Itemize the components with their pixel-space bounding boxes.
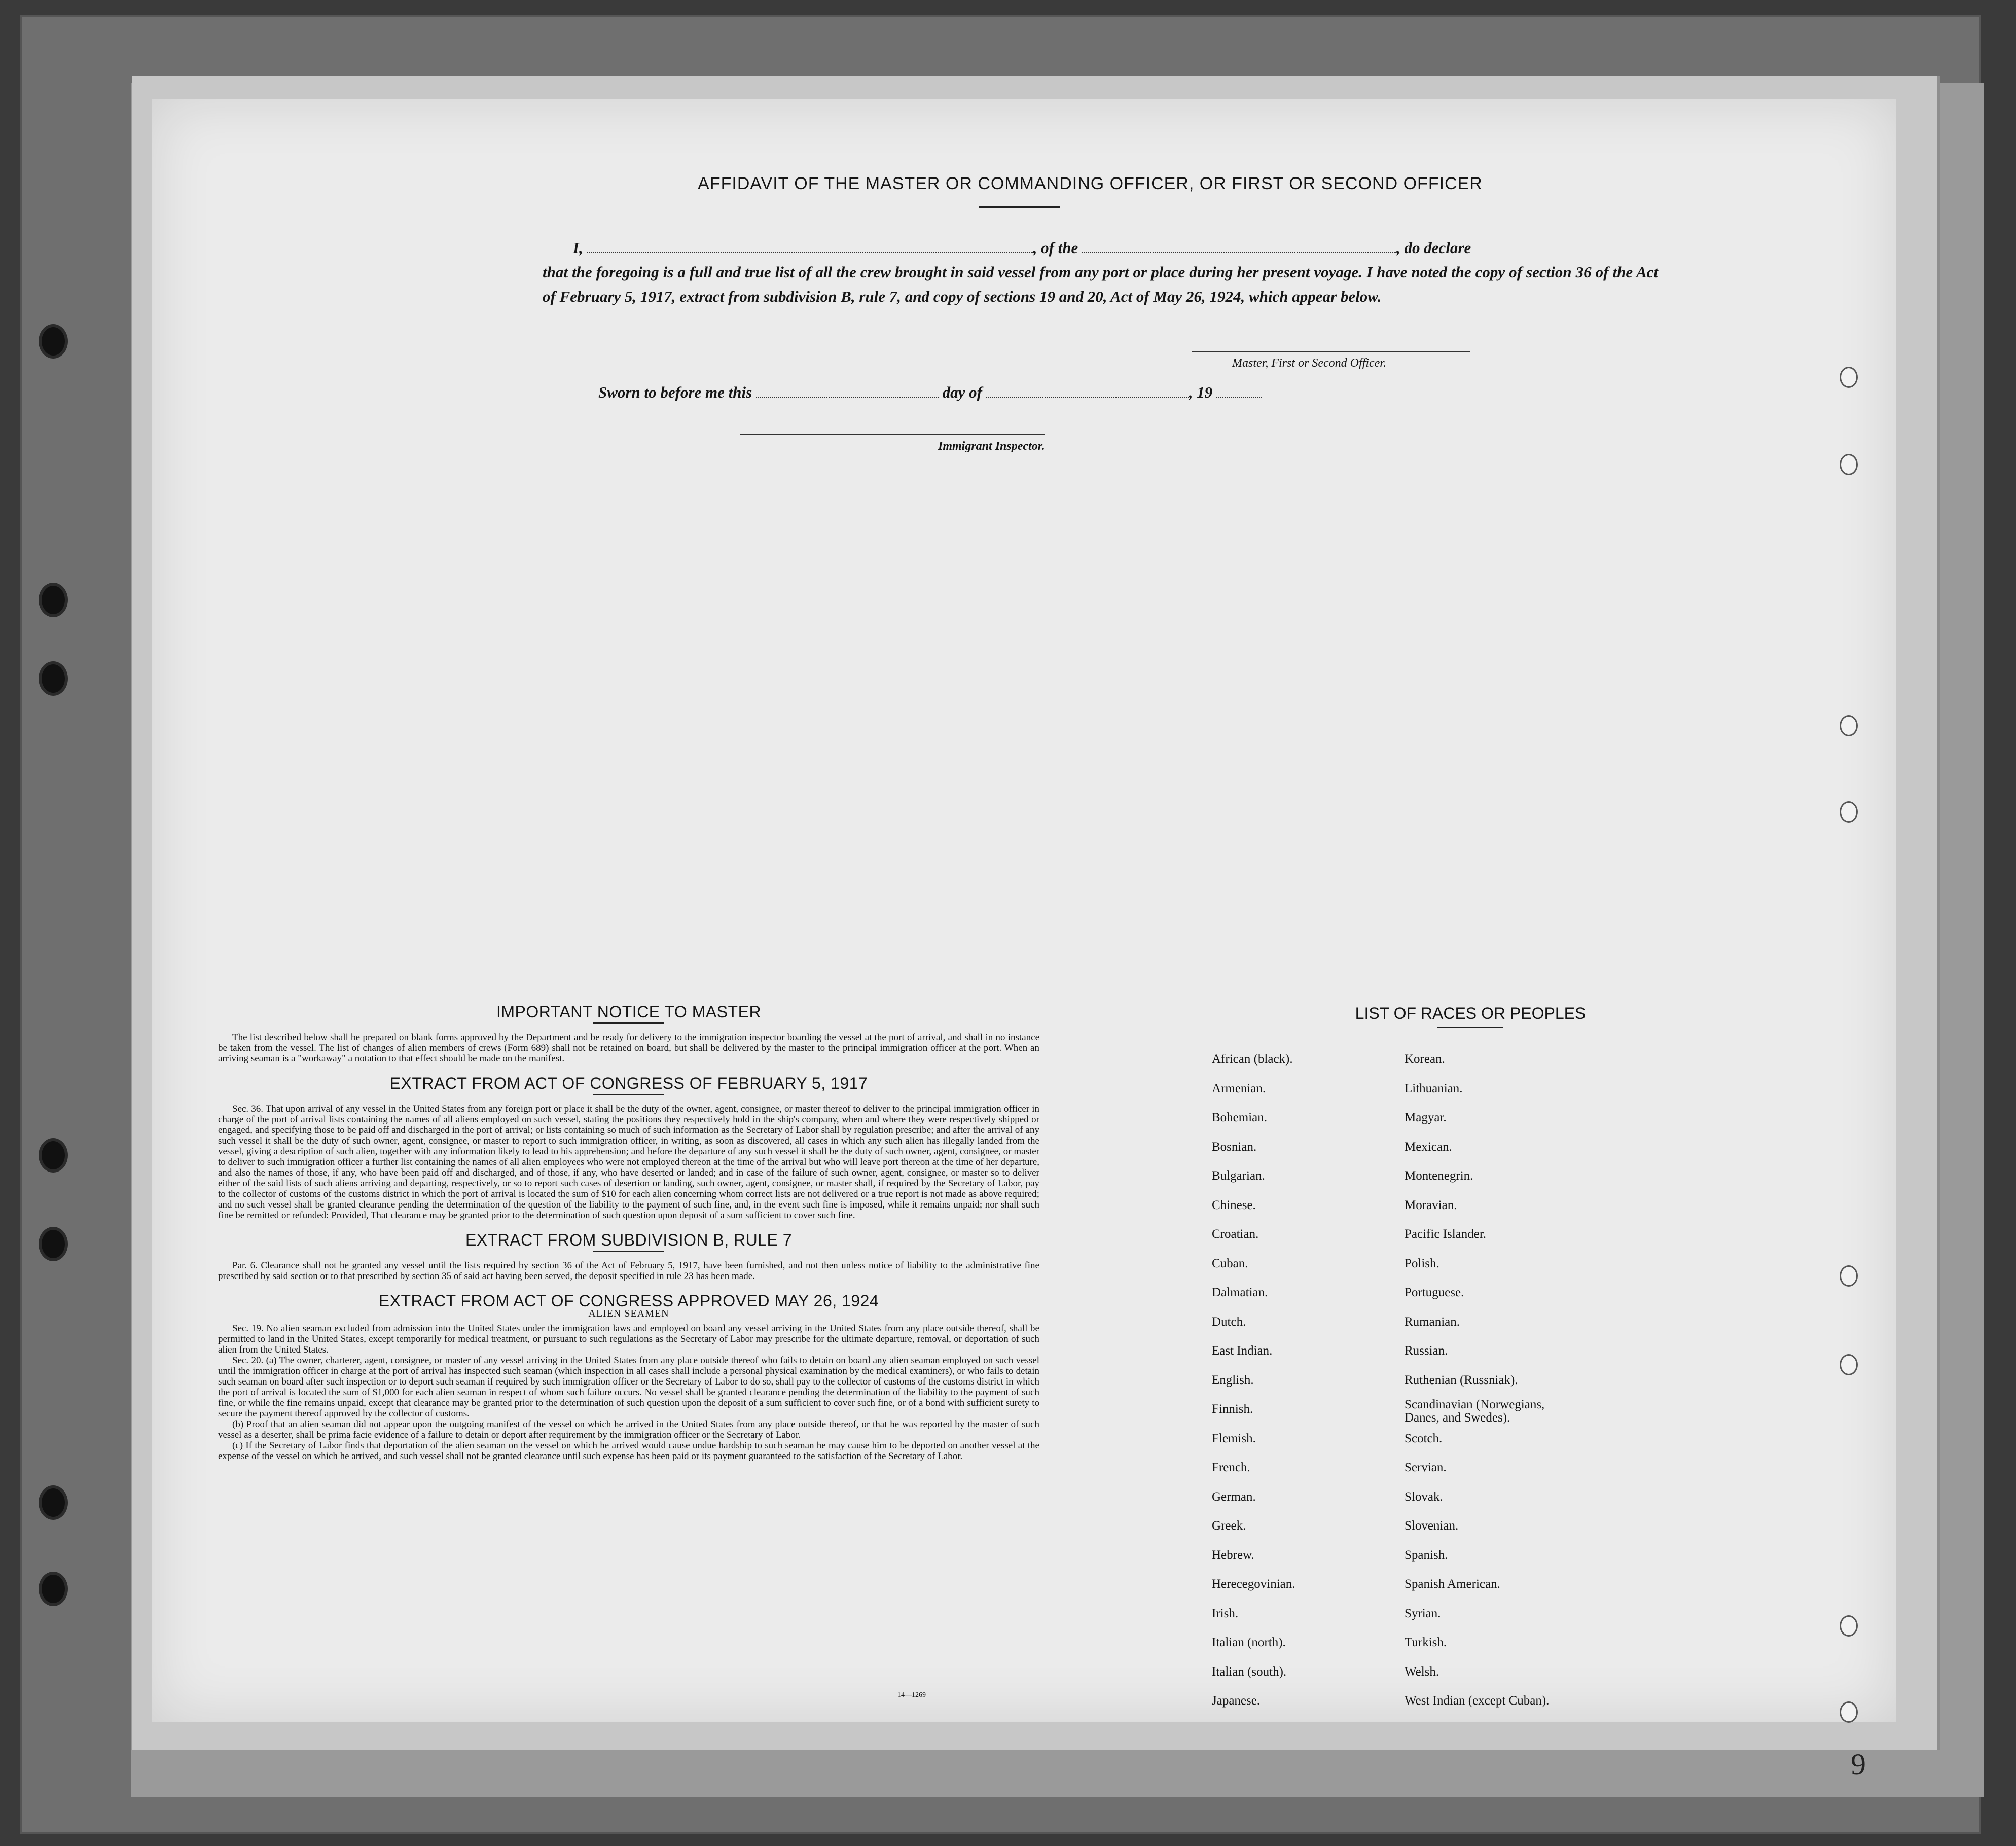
- text-year: , 19: [1189, 383, 1213, 401]
- extract-1924-title: EXTRACT FROM ACT OF CONGRESS APPROVED MAY 26, 1924: [378, 1292, 879, 1310]
- race-item: Greek.: [1212, 1519, 1246, 1533]
- race-item: Montenegrin.: [1405, 1169, 1473, 1183]
- race-item: Spanish American.: [1405, 1577, 1500, 1591]
- binder-hole: [42, 664, 65, 693]
- race-item: Lithuanian.: [1405, 1081, 1463, 1095]
- race-item: German.: [1212, 1489, 1256, 1504]
- sheet-hole: [1840, 367, 1858, 388]
- race-item: Ruthenian (Russniak).: [1405, 1373, 1518, 1387]
- form-number: 14—1269: [897, 1691, 926, 1699]
- vessel-blank[interactable]: [1082, 252, 1396, 253]
- notice-title: IMPORTANT NOTICE TO MASTER: [496, 1003, 762, 1021]
- race-item: African (black).: [1212, 1052, 1293, 1066]
- affidavit-statement: that the foregoing is a full and true list of all the crew brought in said vessel from any port or place during her present voyage. I have noted the copy of section 36 of the Act of February 5, 1917, extract from subdivision B, rule 7, and copy of sections 19 and 20, Act of May 26, 1924, which appear below.: [543, 263, 1658, 305]
- race-item: Dutch.: [1212, 1315, 1246, 1329]
- race-item: Magyar.: [1405, 1111, 1447, 1124]
- sheet-hole: [1840, 801, 1858, 823]
- sheet-hole: [1840, 1701, 1858, 1723]
- races-title: LIST OF RACES OR PEOPLES: [1355, 1004, 1586, 1022]
- race-item: Spanish.: [1405, 1548, 1448, 1562]
- year-blank[interactable]: [1216, 397, 1262, 398]
- race-item: Rumanian.: [1405, 1315, 1460, 1329]
- races-rule: [1437, 1027, 1503, 1028]
- text-do-declare: , do declare: [1396, 239, 1471, 257]
- affidavit-declaration-line: [543, 236, 1658, 260]
- race-item: Welsh.: [1405, 1664, 1439, 1679]
- race-item: Slovak.: [1405, 1489, 1443, 1504]
- rule7-text: Par. 6. Clearance shall not be granted any vessel until the lists required by section 36 of the Act of February 5, 1917, have been furnished, and not then unless notice of liability to the administrative fine prescribed by said section or to that prescribed by section 35 of said act having been served, the deposit specified in rule 23 has been made.: [218, 1260, 1039, 1282]
- extract-1917-rule: [593, 1094, 664, 1095]
- notice-rule: [593, 1022, 664, 1024]
- sheet-hole: [1840, 454, 1858, 475]
- race-item: French.: [1212, 1461, 1250, 1474]
- race-item: Scotch.: [1405, 1431, 1443, 1445]
- binder-hole: [42, 327, 65, 356]
- notice-text: The list described below shall be prepared on blank forms approved by the Department and be ready for delivery to the immigration inspector boarding the vessel at the port of arrival, and shall in no instance be taken from the vessel. The list of changes of alien members of crews (Form 689) shall not be retained on board, but shall be delivered by the master to the principal immigration officer at the port. When an arriving seaman is a "workaway" a notation to that effect should be made on the manifest.: [218, 1032, 1039, 1064]
- extract-1917-title: EXTRACT FROM ACT OF CONGRESS OF FEBRUARY 5, 1917: [389, 1074, 868, 1092]
- binder-hole: [42, 1230, 65, 1258]
- sec20c-text: (c) If the Secretary of Labor finds that deportation of the alien seaman on the vessel on which he arrived would cause undue hardship to such seaman he may cause him to be deported on another vessel at the expense of the vessel on which he arrived, and such vessel shall not be granted clearance until such expense has been paid or its payment guaranteed to the satisfaction of the Secretary of Labor.: [218, 1440, 1039, 1462]
- sec20a-text: Sec. 20. (a) The owner, charterer, agent, consignee, or master of any vessel arriving in the United States from any place outside thereof who fails to detain on board any alien seaman employed on such vessel until the immigration officer in charge at the port of arrival has inspected such seaman (which inspection in all cases shall include a personal physical examination by the medical examiners), or who fails to detain such seaman on board after such inspection or to deport such seaman if required by such immigration officer or the Secretary of Labor to do so, shall pay to the collector of customs of the customs district in which the port of arrival is located the sum of $1,000 for each alien seaman in respect of whom such failure occurs. No vessel shall be granted clearance pending the determination of the liability to the payment of such fine, or while the fine remains unpaid, except that clearance may be granted prior to the determination of such question upon the deposit of a sum sufficient to cover such fine, or of a bond with sufficient surety to secure the payment thereof approved by the collector of customs.: [218, 1355, 1039, 1419]
- binder-hole: [42, 1141, 65, 1169]
- race-item: Flemish.: [1212, 1431, 1256, 1445]
- race-item: Russian.: [1405, 1344, 1448, 1358]
- month-blank[interactable]: [986, 397, 1189, 398]
- sheet-hole: [1840, 1265, 1858, 1287]
- race-item: Irish.: [1212, 1606, 1239, 1620]
- race-item: Italian (south).: [1212, 1664, 1287, 1679]
- sec20b-text: (b) Proof that an alien seaman did not appear upon the outgoing manifest of the vessel on which he arrived in the United States from any place outside thereof, or that he was reported by the master of such vessel as a deserter, shall be prima facie evidence of a failure to detain or deport after requirement by the immigration officer or the Secretary of Labor.: [218, 1419, 1039, 1440]
- race-item: Pacific Islander.: [1405, 1227, 1487, 1241]
- inspector-label: Immigrant Inspector.: [938, 440, 1045, 453]
- binder-hole: [42, 586, 65, 614]
- race-item: Scandinavian (Norwegians, Danes, and Swedes).: [1405, 1398, 1545, 1425]
- race-item: Japanese.: [1212, 1694, 1261, 1708]
- race-item: East Indian.: [1212, 1344, 1273, 1358]
- race-item: Bohemian.: [1212, 1111, 1268, 1124]
- document-page: [152, 99, 1896, 1722]
- race-item: Finnish.: [1212, 1402, 1253, 1416]
- race-item: Croatian.: [1212, 1227, 1259, 1241]
- race-item: Polish.: [1405, 1256, 1439, 1270]
- race-item: Armenian.: [1212, 1081, 1266, 1095]
- extract-1917-text: Sec. 36. That upon arrival of any vessel in the United States from any foreign port or place it shall be the duty of the owner, agent, consignee, or master thereof to deliver to the principal immigration officer in charge of the port of arrival lists containing the names of all aliens employed on such vessel, stating the positions they respectively hold in the ship's company, when and where they were respectively shipped or engaged, and specifying those to be paid off and discharged in the port of arrival; or lists containing so much of such information as the Secretary of Labor shall by regulation prescribe; and after the arrival of any such vessel it shall be the duty of such owner, agent, consignee, or master to report to such immigration officer, in writing, as soon as discovered, all cases in which any such alien has illegally landed from the vessel, giving a description of such alien, together with any information likely to lead to his apprehension; and before the departure of any such vessel it shall be the duty of such owner, agent, consignee, or master to deliver to such immigration officer a further list containing the names of all alien employees who were not employed thereon at the time of the arrival but who will leave port thereon at the time of her departure, and also the names of those, if any, who have been paid off and discharged, and of those, if any, who have deserted or landed; and in case of the failure of such owner, agent, consignee, or master so to deliver either of the said lists of such aliens arriving and departing, respectively, or so to report such cases of desertion or landing, such owner, agent, consignee, or master shall, if required by the Secretary of Labor, pay to the collector of customs of the customs district in which the port of arrival is located the sum of $10 for each alien concerning whom correct lists are not delivered or a true report is not made as above required; and no such vessel shall be granted clearance pending the determination of the question of the liability to the payment of such fine, and, in the event such fine is imposed, while it remains unpaid; nor shall such fine be remitted or refunded: Provided, That clearance may be granted prior to the determination of such question upon deposit of a sum sufficient to cover such fine.: [218, 1104, 1039, 1221]
- sheet-hole: [1840, 1615, 1858, 1637]
- sec19-text: Sec. 19. No alien seaman excluded from admission into the United States under the immigration laws and employed on board any vessel arriving in the United States from any place outside thereof, shall be permitted to land in the United States, except temporarily for medical treatment, or pursuant to such regulations as the Secretary of Labor may prescribe for the ultimate departure, removal, or deportation of such alien from the United States.: [218, 1323, 1039, 1355]
- rule7-rule: [593, 1251, 664, 1252]
- race-item: Cuban.: [1212, 1256, 1248, 1270]
- alien-seamen-subtitle: ALIEN SEAMEN: [588, 1308, 669, 1319]
- race-item: Turkish.: [1405, 1636, 1447, 1649]
- race-item: Moravian.: [1405, 1198, 1457, 1212]
- race-item: Chinese.: [1212, 1198, 1256, 1212]
- title-rule: [979, 206, 1060, 208]
- text-day-of: day of: [942, 383, 982, 401]
- race-item: Korean.: [1405, 1052, 1445, 1066]
- race-item: Dalmatian.: [1212, 1286, 1268, 1299]
- binder-hole: [42, 1488, 65, 1517]
- text-sworn: Sworn to before me this: [598, 383, 752, 401]
- race-item: Portuguese.: [1405, 1286, 1464, 1299]
- page-mark: 9: [1851, 1748, 1866, 1781]
- master-signature-line[interactable]: [1192, 351, 1470, 352]
- sworn-line: [598, 380, 1612, 405]
- race-item: Slovenian.: [1405, 1519, 1459, 1533]
- text-i: I,: [573, 239, 583, 257]
- race-item: West Indian (except Cuban).: [1405, 1694, 1550, 1708]
- inspector-signature-line[interactable]: [740, 434, 1045, 435]
- race-item: Bulgarian.: [1212, 1169, 1265, 1183]
- binder-hole: [42, 1575, 65, 1603]
- sheet-hole: [1840, 715, 1858, 736]
- affidavit-title: AFFIDAVIT OF THE MASTER OR COMMANDING OFFICER, OR FIRST OR SECOND OFFICER: [698, 174, 1483, 193]
- race-item: Italian (north).: [1212, 1636, 1286, 1649]
- sheet-hole: [1840, 1354, 1858, 1375]
- day-blank[interactable]: [756, 397, 939, 398]
- rule7-title: EXTRACT FROM SUBDIVISION B, RULE 7: [465, 1231, 793, 1249]
- master-signature-label: Master, First or Second Officer.: [1232, 357, 1386, 370]
- affidavit-body: [543, 236, 1658, 309]
- race-item: English.: [1212, 1373, 1254, 1387]
- race-item: Bosnian.: [1212, 1140, 1257, 1154]
- text-of-the: , of the: [1033, 239, 1078, 257]
- race-item: Syrian.: [1405, 1606, 1441, 1620]
- name-blank[interactable]: [587, 252, 1033, 253]
- race-item: Mexican.: [1405, 1140, 1452, 1154]
- race-item: Servian.: [1405, 1461, 1447, 1474]
- race-item: Hebrew.: [1212, 1548, 1254, 1562]
- race-item: Herecegovinian.: [1212, 1577, 1295, 1591]
- notice-column: [218, 1003, 1039, 1462]
